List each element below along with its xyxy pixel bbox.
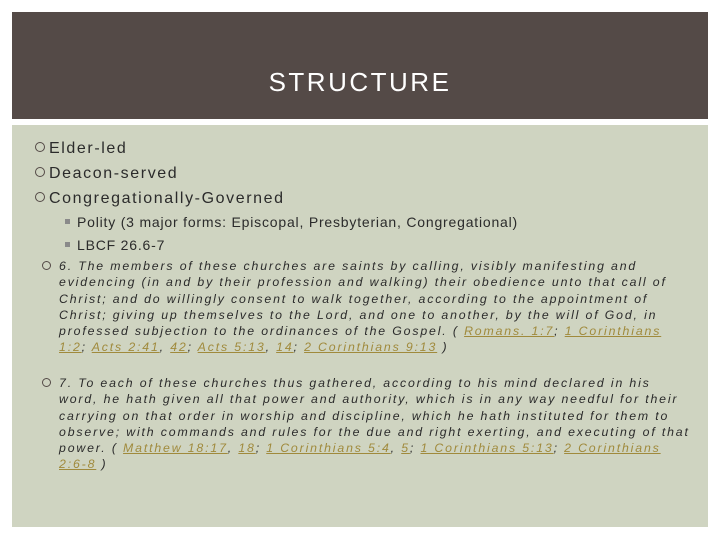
sub-bullet-lbcf xyxy=(65,236,165,254)
hollow-circle-icon xyxy=(42,261,51,270)
square-bullet-icon xyxy=(65,219,70,224)
ref-link[interactable]: 2 Corinthians 2:6-8 xyxy=(59,441,661,472)
hollow-circle-icon xyxy=(35,142,45,152)
sub-bullet-polity xyxy=(65,213,518,231)
ref-link[interactable]: Acts 2:41 xyxy=(91,340,160,355)
bullet-elder-led xyxy=(35,139,127,159)
paragraph-7-body: 7. To each of these churches thus gathered, according to his mind declared in his word, he hath given all that power and authority, which is in any way needful for their carrying on that order in worship and discipline, which he hath instituted for them to observe; with commands and rules for the due and right exerting, and executing of that power. xyxy=(59,376,690,455)
hollow-circle-icon xyxy=(35,167,45,177)
ref-link[interactable]: 1 Corinthians 1:2 xyxy=(59,324,662,355)
square-bullet-icon xyxy=(65,242,70,247)
sub-bullet-label: LBCF 26.6-7 xyxy=(77,237,166,253)
paragraph-7-text: 7. To each of these churches thus gathered, according to his mind declared in his word, he hath given all that power and authority, which is in any way needful for their carrying on that order in worship and discipline, which he hath instituted for them to observe; with commands and rules for the due and right exerting, and executing of that power. ( Matthew 18:17, 18; 1 Corinthians 5:4, 5; 1 Corinthians 5:13; 2 Corinthians 2:6-8 ) xyxy=(59,376,690,472)
hollow-circle-icon xyxy=(42,378,51,387)
ref-link[interactable]: 18 xyxy=(238,441,256,455)
ref-link[interactable]: Romans. 1:7 xyxy=(464,324,555,338)
ref-link[interactable]: 1 Corinthians 5:13 xyxy=(420,441,554,455)
ref-link[interactable]: 2 Corinthians 9:13 xyxy=(304,340,438,355)
hollow-circle-icon xyxy=(35,192,45,202)
paragraph-6-text: 6. The members of these churches are saints by calling, visibly manifesting and evidencing (in and by their profession and walking) their obedience unto that call of Christ; and do willingly consent to walk together, according to the appointment of Christ; giving up themselves to the Lord, and one to another, by the will of God, in professed subjection to the ordinances of the Gospel. ( Romans. 1:7; 1 Corinthians 1:2; Acts 2:41, 42; Acts 5:13, 14; 2 Corinthians 9:13 ) xyxy=(59,259,667,355)
paragraph-6 xyxy=(42,258,692,356)
bullet-label: Congregationally-Governed xyxy=(49,190,285,207)
ref-link[interactable]: Matthew 18:17 xyxy=(123,441,228,455)
bullet-deacon-served xyxy=(35,164,178,184)
paragraph-7 xyxy=(42,375,692,473)
ref-link[interactable]: 42 xyxy=(170,340,188,355)
sub-bullet-label: Polity (3 major forms: Episcopal, Presbyterian, Congregational) xyxy=(77,214,519,230)
paragraph-6-body: 6. The members of these churches are saints by calling, visibly manifesting and evidencing (in and by their profession and walking) their obedience unto that call of Christ; and do willingly consent to walk together, according to the appointment of Christ; giving up themselves to the Lord, and one to another, by the will of God, in professed subjection to the ordinances of the Gospel. xyxy=(59,259,667,338)
bullet-label: Deacon-served xyxy=(49,165,179,182)
ref-link[interactable]: Acts 5:13 xyxy=(197,340,266,355)
title-bar xyxy=(12,12,708,119)
ref-link[interactable]: 1 Corinthians 5:4 xyxy=(266,441,391,455)
ref-link[interactable]: 5 xyxy=(401,441,410,455)
bullet-label: Elder-led xyxy=(49,140,128,157)
slide-title: STRUCTURE xyxy=(268,67,452,97)
ref-link[interactable]: 14 xyxy=(276,340,294,355)
bullet-congregationally-governed xyxy=(35,189,285,209)
